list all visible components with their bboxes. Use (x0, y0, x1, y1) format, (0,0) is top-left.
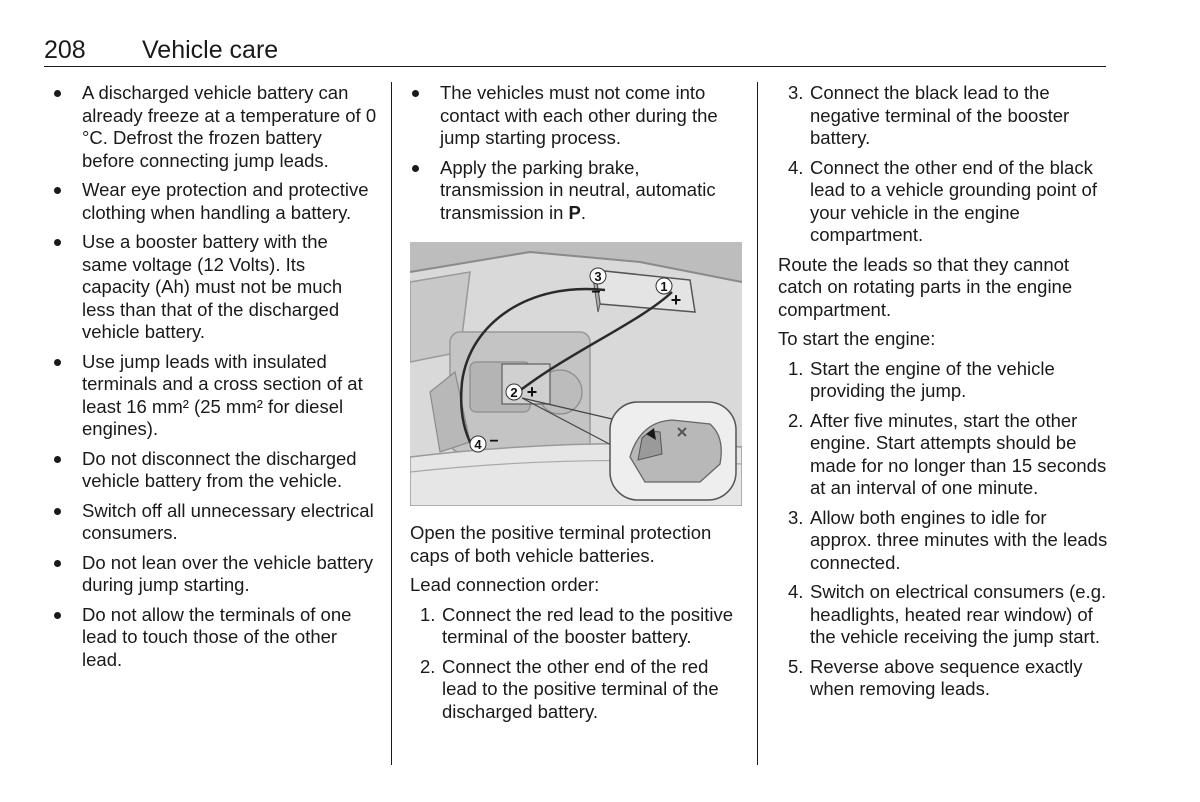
label-4: 4 (474, 437, 482, 452)
list-item: Use a booster battery with the same voltage (12 Volts). Its capacity (Ah) must not be much less than that of the discharged vehicle battery. (52, 231, 378, 344)
list-item: Use jump leads with insulated terminals and a cross section of at least 16 mm² (25 mm² for diesel engines). (52, 351, 378, 441)
instruction-heading: Lead connection order: (410, 574, 600, 595)
column-3 (778, 82, 1110, 708)
column-divider-1 (391, 82, 392, 765)
step-text: Allow both engines to idle for approx. three minutes with the leads connected. (810, 506, 1108, 573)
list-item-text: Apply the parking brake, transmission in neutral, automatic transmission in (440, 156, 716, 223)
label-plus-1: + (670, 290, 682, 310)
label-2: 2 (510, 385, 518, 400)
step-text: After five minutes, start the other engine. Start attempts should be made for no longer than 15 seconds at an interval of one minute. (810, 409, 1107, 498)
step-text: Reverse above sequence exactly when removing leads. (810, 655, 1083, 699)
instruction-paragraph: Open the positive terminal protection caps of both vehicle batteries. (410, 522, 712, 566)
step-text: Connect the red lead to the positive terminal of the booster battery. (442, 603, 734, 647)
column-2 (410, 82, 746, 730)
engine-start-steps (778, 358, 1110, 701)
list-item: Do not allow the terminals of one lead to touch those of the other lead. (52, 604, 378, 672)
label-1: 1 (660, 279, 668, 294)
list-item (778, 82, 1110, 150)
list-item: Wear eye protection and protective clothing when handling a battery. (52, 179, 378, 224)
step-text: Connect the black lead to the negative terminal of the booster battery. (810, 82, 1070, 148)
gear-position-p: P (568, 201, 581, 223)
list-item-period: . (580, 201, 587, 223)
step-text: Connect the other end of the black lead to a vehicle grounding point of your vehicle in the engine compartment. (810, 156, 1097, 245)
list-item (778, 581, 1110, 649)
step-number: 4. (788, 156, 804, 178)
list-item (778, 656, 1110, 701)
list-item: Switch off all unnecessary electrical consumers. (52, 500, 378, 545)
step-text: Connect the other end of the red lead to the positive terminal of the discharged battery. (442, 655, 719, 722)
column-divider-2 (757, 82, 758, 765)
list-item (778, 358, 1110, 403)
lead-connection-steps (410, 604, 746, 724)
list-item (778, 410, 1110, 500)
list-item: The vehicles must not come into contact with each other during the jump starting process. (410, 82, 746, 150)
label-plus-2: + (526, 382, 538, 402)
step-number: 5. (788, 655, 804, 677)
label-minus: − (591, 284, 601, 301)
step-number: 1. (420, 603, 436, 625)
label-minus-2: − (489, 433, 499, 450)
instruction-heading: To start the engine: (778, 328, 936, 349)
step-number: 2. (420, 655, 436, 677)
step-number: 3. (788, 506, 804, 528)
column-1 (52, 82, 378, 678)
list-item (410, 604, 746, 649)
label-3: 3 (594, 269, 602, 284)
list-item (778, 507, 1110, 575)
list-item (778, 157, 1110, 247)
page-number: 208 (44, 36, 86, 64)
instruction-paragraph: Route the leads so that they cannot catch on rotating parts in the engine compartment. (778, 253, 1073, 320)
precaution-list-continued (410, 82, 746, 224)
jump-start-illustration (410, 242, 742, 506)
step-number: 3. (788, 82, 804, 103)
section-title: Vehicle care (142, 36, 279, 64)
list-item (410, 656, 746, 724)
list-item (410, 157, 746, 225)
step-number: 2. (788, 409, 804, 431)
step-number: 1. (788, 357, 804, 379)
list-item: Do not lean over the vehicle battery during jump starting. (52, 552, 378, 597)
page-header (44, 36, 1106, 67)
step-number: 4. (788, 581, 804, 602)
list-item: Do not disconnect the discharged vehicle battery from the vehicle. (52, 448, 378, 493)
list-item: A discharged vehicle battery can already freeze at a temperature of 0 °C. Defrost the frozen battery before connecting jump leads. (52, 82, 378, 172)
lead-connection-steps-continued (778, 82, 1110, 247)
precaution-list (52, 82, 378, 671)
step-text: Switch on electrical consumers (e.g. headlights, heated rear window) of the vehicle receiving the jump start. (810, 581, 1107, 647)
step-text: Start the engine of the vehicle providing the jump. (810, 357, 1055, 401)
